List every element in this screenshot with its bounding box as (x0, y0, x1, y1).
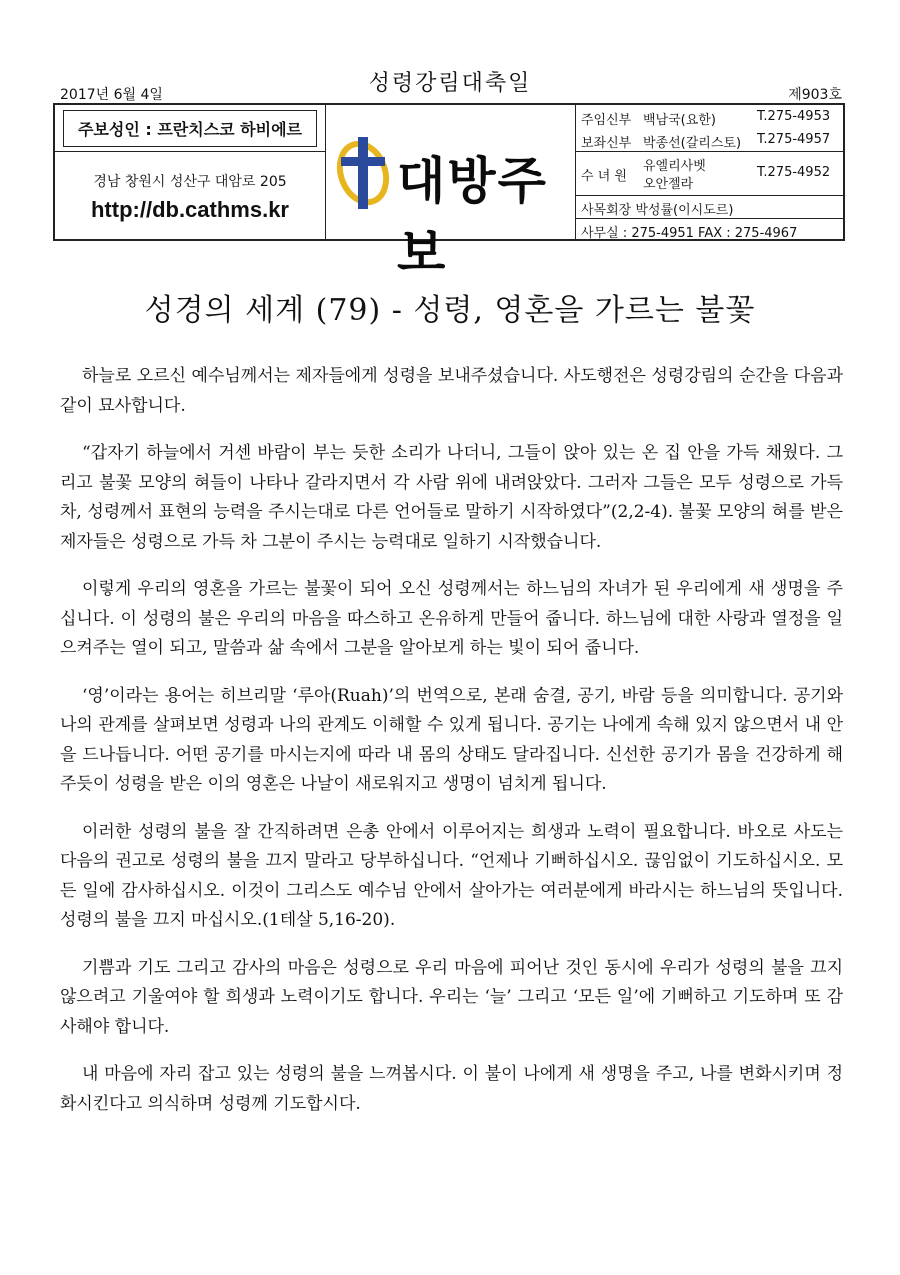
staff-name: 백남국(요한) (643, 113, 716, 128)
masthead (53, 103, 845, 282)
staff-phone: T.275-4952 (757, 165, 831, 180)
bulletin-name: 대방주보 (397, 152, 548, 282)
divider (575, 218, 843, 219)
article-title: 성경의 세계 (79) - 성령, 영혼을 가르는 불꽃 (144, 293, 756, 328)
article-paragraph: 이러한 성령의 불을 잘 간직하려면 은총 안에서 이루어지는 희생과 노력이 필요합니다. 바오로 사도는 다음의 권고로 성령의 불을 끄지 말라고 당부하십니다. “언제나 기뻐하십시오. 끊임없이 기도하십시오. 모든 일에 감사하십시오. 이것이 그리스도 예수님 안에서 살아가는 여러분에게 바라시는 하느님의 뜻입니다. 성령의 불을 끄지 마십시오.(1테살 5,16-20). (60, 821, 843, 930)
staff-role: 수 녀 원 (581, 169, 627, 184)
patron-label: 주보성인 : 프란치스코 하비에르 (63, 110, 317, 147)
article-body (60, 362, 843, 1137)
staff-name: 유엘리사벳 (643, 159, 706, 174)
staff-phone: T.275-4957 (757, 132, 831, 147)
article-paragraph: 이렇게 우리의 영혼을 가르는 불꽃이 되어 오신 성령께서는 하느님의 자녀가 된 우리에게 새 생명을 주십니다. 이 성령의 불은 우리의 마음을 따스하고 온유하게 만들어 줍니다. 하느님에 대한 사랑과 열정을 일으켜주는 열이 되고, 말씀과 삶 속에서 그분을 알아보게 하는 빛이 되어 줍니다. (60, 579, 843, 658)
issue-date: 2017년 6월 4일 (60, 87, 163, 103)
article-paragraph: 내 마음에 자리 잡고 있는 성령의 불을 느껴봅시다. 이 불이 나에게 새 생명을 주고, 나를 변화시키며 정화시킨다고 의식하며 성령께 기도합시다. (60, 1064, 843, 1114)
article-paragraph: 기쁨과 기도 그리고 감사의 마음은 성령으로 우리 마음에 피어난 것인 동시에 우리가 성령의 불을 끄지 않으려고 기울여야 할 희생과 노력이기도 합니다. 우리는 ‘늘’ 그리고 ‘모든 일’에 기뻐하고 기도하며 또 감사해야 합니다. (60, 957, 843, 1037)
patron-saint (55, 105, 325, 152)
staff-role: 주임신부 (581, 113, 632, 128)
staff-name-2: 오안젤라 (643, 177, 694, 192)
cross-logo-icon (333, 133, 393, 213)
divider (575, 151, 843, 152)
parish-website-link[interactable]: http://db.cathms.kr (90, 197, 289, 222)
parish-address: 경남 창원시 성산구 대암로 205 (93, 174, 287, 190)
article-paragraph: ‘영’이라는 용어는 히브리말 ‘루아(Ruah)’의 번역으로, 본래 숨결, 공기, 바람 등을 의미합니다. 공기와 나의 관계를 살펴보면 성령과 나의 관계도 이해할 수 있게 됩니다. 공기는 나에게 속해 있지 않으면서 내 안을 드나듭니다. 어떤 공기를 마시는지에 따라 내 몸의 상태도 달라집니다. 신선한 공기가 몸을 건강하게 해주듯이 성령을 받은 이의 영혼은 나날이 새로워지고 생명이 넘치게 됩니다. (60, 685, 843, 794)
article-paragraph: 하늘로 오르신 예수님께서는 제자들에게 성령을 보내주셨습니다. 사도행전은 성령강림의 순간을 다음과 같이 묘사합니다. (60, 366, 843, 416)
staff-role: 보좌신부 (581, 136, 632, 151)
office-contact: 사무실 : 275-4951 FAX : 275-4967 (581, 226, 798, 241)
staff-name: 박종선(갈리스토) (643, 136, 742, 151)
staff-phone: T.275-4953 (757, 109, 831, 124)
feast-title: 성령강림대축일 (368, 71, 532, 96)
staff-directory (575, 105, 843, 239)
council-president: 사목회장 박성률(이시도르) (581, 203, 734, 218)
masthead-left (55, 105, 326, 239)
article-paragraph: “갑자기 하늘에서 거센 바람이 부는 듯한 소리가 나더니, 그들이 앉아 있는 온 집 안을 가득 채웠다. 그리고 불꽃 모양의 혀들이 나타나 갈라지면서 각 사람 위에 내려앉았다. 그러자 그들은 모두 성령으로 가득 차, 성령께서 표현의 능력을 주시는대로 다른 언어들로 말하기 시작하였다”(2,2-4). 불꽃 모양의 혀를 받은 제자들은 성령으로 가득 차 그분이 주시는 능력대로 일하기 시작했습니다. (60, 443, 843, 552)
issue-number: 제903호 (788, 87, 842, 103)
bulletin-logo (325, 105, 576, 282)
divider (575, 195, 843, 196)
